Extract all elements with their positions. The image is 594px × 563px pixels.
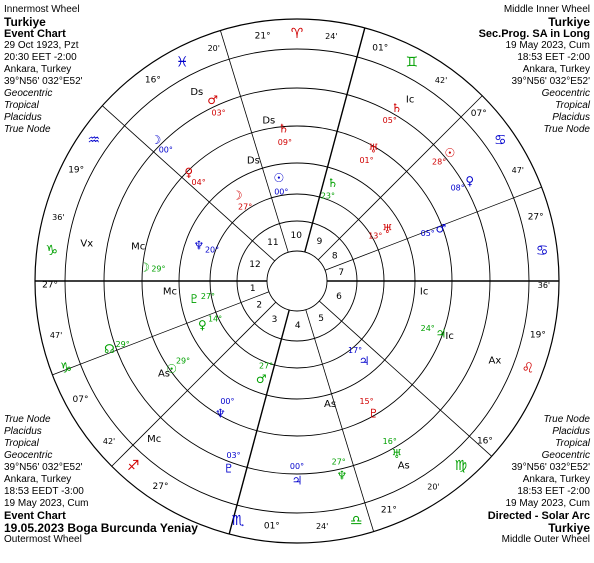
angle-point-label: Ic (405, 94, 415, 106)
angle-point-label: Ax (488, 355, 502, 367)
planet-degree-label: 29° (115, 339, 130, 349)
zodiac-minute-label: 47' (49, 331, 63, 341)
chart-place: Ankara, Turkey (522, 64, 590, 75)
angle-point-label: Mc (131, 241, 146, 253)
house-number: 11 (267, 238, 279, 249)
chart-place: Ankara, Turkey (4, 474, 72, 485)
zodiac-degree-label: 07° (470, 108, 487, 119)
setting-2: Tropical (4, 100, 39, 111)
chart-coords: 39°N56' 032°E52' (511, 76, 590, 87)
zodiac-sign-icon: ♈ (290, 26, 304, 42)
angle-point-label: As (397, 460, 410, 472)
house-number: 3 (271, 314, 278, 325)
planet-degree-label: 00° (158, 145, 173, 155)
zodiac-sign-icon: ♑ (59, 360, 73, 377)
setting-1: Geocentric (541, 88, 590, 99)
zodiac-degree-label: 19° (68, 165, 85, 176)
house-cusp-line (49, 292, 269, 375)
planet-degree-label: 17° (348, 345, 363, 355)
chart-name: Turkiye (548, 15, 590, 29)
zodiac-minute-label: 36' (537, 281, 551, 291)
zodiac-minute-label: 42' (102, 436, 116, 446)
house-number: 8 (331, 251, 338, 262)
house-cusp-line (319, 301, 491, 456)
zodiac-minute-label: 20' (207, 43, 220, 53)
zodiac-sign-icon: ♏ (231, 512, 245, 529)
planet-glyph-icon: ♄ (327, 175, 339, 190)
planet-degree-label: 05° (420, 228, 435, 238)
house-number: 10 (290, 231, 302, 242)
setting-3: Tropical (4, 438, 39, 449)
planet-degree-label: 23° (320, 191, 336, 201)
chart-date: 19 May 2023, Cum (505, 40, 590, 51)
house-number: 2 (256, 300, 263, 311)
planet-glyph-icon: ♃ (291, 473, 303, 488)
planet-glyph-icon: ☽ (231, 188, 243, 203)
planet-degree-label: 24° (420, 324, 435, 334)
planet-degree-label: 05° (382, 115, 397, 125)
planet-glyph-icon: ☽ (139, 260, 150, 275)
zodiac-sign-icon: ♐ (126, 457, 140, 474)
zodiac-degree-label: 21° (380, 505, 397, 516)
chart-type: Sec.Prog. SA in Long (478, 28, 590, 40)
planet-degree-label: 00° (289, 462, 305, 472)
house-cusp-line (318, 96, 482, 260)
zodiac-degree-label: 07° (72, 394, 89, 405)
chart-name: Turkiye (4, 15, 46, 29)
planet-degree-label: 03° (211, 108, 226, 118)
planet-glyph-icon: ☉ (273, 171, 285, 186)
chart-place: Ankara, Turkey (4, 64, 72, 75)
planet-glyph-icon: ☉ (166, 361, 177, 376)
planet-degree-label: 20° (204, 245, 220, 255)
zodiac-minute-label: 24' (315, 522, 329, 532)
house-cusp-line (229, 310, 289, 534)
setting-2: Placidus (552, 426, 590, 437)
chart-name: Turkiye (548, 521, 590, 535)
zodiac-minute-label: 42' (434, 75, 448, 85)
zodiac-sign-icon: ♒ (87, 132, 101, 149)
zodiac-minute-label: 20' (427, 482, 440, 492)
house-number: 5 (318, 313, 325, 324)
wheel-ring (267, 251, 327, 311)
zodiac-degree-label: 27° (527, 212, 544, 223)
zodiac-degree-label: 19° (529, 330, 546, 341)
zodiac-degree-label: 21° (254, 31, 271, 42)
angle-point-label: As (157, 368, 171, 380)
chart-type: Event Chart (4, 510, 66, 522)
wheel-caption: Middle Inner Wheel (503, 4, 590, 15)
zodiac-minute-label: 47' (511, 165, 525, 175)
zodiac-minute-label: 36' (52, 212, 65, 222)
planet-degree-label: 00° (274, 187, 289, 197)
planet-degree-label: 03° (226, 450, 241, 460)
setting-1: True Node (543, 414, 590, 425)
planet-glyph-icon: ♆ (336, 468, 348, 483)
setting-4: Geocentric (541, 450, 590, 461)
zodiac-sign-icon: ♋ (535, 243, 549, 260)
planet-degree-label: 04° (191, 178, 206, 188)
wheel-caption: Middle Outer Wheel (501, 534, 590, 545)
zodiac-degree-label: 27° (42, 280, 59, 291)
planet-glyph-icon: ♂ (255, 372, 267, 387)
zodiac-degree-label: 01° (372, 43, 389, 54)
setting-4: Geocentric (4, 450, 53, 461)
angle-point-label: Mc (147, 434, 162, 446)
planet-glyph-icon: ☽ (150, 132, 162, 147)
zodiac-sign-icon: ♍ (454, 457, 468, 474)
planet-degree-label: 14° (207, 314, 223, 324)
planet-glyph-icon: ♅ (391, 446, 403, 461)
wheel-caption: Innermost Wheel (4, 4, 80, 15)
chart-time: 18:53 EET -2:00 (517, 486, 590, 497)
house-number: 7 (338, 267, 345, 278)
angle-point-label: Ds (190, 87, 204, 99)
angle-point-label: Ic (445, 331, 454, 343)
setting-4: True Node (4, 124, 51, 135)
house-cusp-line (102, 106, 274, 261)
chart-name: 19.05.2023 Boga Burcunda Yeniay (4, 521, 198, 535)
house-cusp-line (112, 302, 276, 466)
zodiac-sign-icon: ♋ (493, 132, 507, 149)
house-number: 4 (294, 320, 301, 331)
planet-glyph-icon: ♄ (391, 101, 403, 116)
house-cusp-line (305, 28, 365, 252)
planet-glyph-icon: ♆ (193, 238, 205, 253)
planet-degree-label: 13° (368, 231, 383, 241)
setting-3: Placidus (4, 112, 42, 123)
zodiac-sign-icon: ♎ (349, 512, 363, 529)
planet-degree-label: 00° (220, 396, 235, 406)
planet-glyph-icon: ♄ (278, 121, 290, 136)
zodiac-minute-label: 24' (325, 31, 338, 41)
planet-glyph-icon: ♀ (197, 318, 207, 333)
setting-3: Placidus (552, 112, 590, 123)
planet-degree-label: 29° (151, 264, 166, 274)
chart-time: 18:53 EET -2:00 (517, 52, 590, 63)
angle-point-label: Ic (419, 286, 429, 298)
angle-point-label: Mc (162, 286, 177, 298)
planet-degree-label: 01° (359, 156, 374, 166)
zodiac-degree-label: 16° (476, 436, 493, 447)
chart-type: Directed - Solar Arc (487, 510, 590, 522)
planet-degree-label: 29° (175, 356, 191, 366)
setting-4: True Node (543, 124, 590, 135)
chart-date: 19 May 2023, Cum (4, 498, 89, 509)
setting-1: True Node (4, 414, 51, 425)
chart-date: 19 May 2023, Cum (505, 498, 590, 509)
planet-degree-label: 15° (359, 396, 374, 406)
chart-coords: 39°N56' 032°E52' (511, 462, 590, 473)
planet-glyph-icon: ♅ (382, 221, 393, 236)
zodiac-sign-icon: ♊ (405, 54, 419, 71)
setting-2: Tropical (555, 100, 590, 111)
angle-point-label: Ds (246, 155, 260, 167)
planet-glyph-icon: ♃ (358, 353, 370, 368)
planet-glyph-icon: ♂ (207, 93, 219, 108)
house-number: 6 (336, 292, 342, 303)
zodiac-degree-label: 27° (152, 481, 169, 492)
chart-type: Event Chart (4, 28, 66, 40)
angle-point-label: Ds (262, 115, 276, 127)
chart-place: Ankara, Turkey (522, 474, 590, 485)
planet-degree-label: 28° (432, 157, 447, 167)
setting-2: Placidus (4, 426, 42, 437)
zodiac-sign-icon: ♓ (175, 54, 189, 71)
planet-glyph-icon: ☊ (104, 342, 115, 357)
planet-degree-label: 27° (238, 202, 253, 212)
planet-degree-label: 27° (331, 457, 346, 467)
wheel-caption: Outermost Wheel (4, 534, 82, 545)
planet-degree-label: 16° (382, 437, 397, 447)
house-number: 1 (249, 284, 256, 295)
planet-glyph-icon: ♂ (435, 221, 447, 236)
house-number: 12 (249, 259, 261, 270)
zodiac-degree-label: 01° (263, 521, 280, 532)
zodiac-sign-icon: ♌ (521, 360, 535, 377)
planet-degree-label: 08° (450, 183, 465, 193)
chart-date: 29 Oct 1923, Pzt (4, 40, 79, 51)
planet-glyph-icon: ♀ (184, 165, 194, 180)
planet-glyph-icon: ☉ (444, 145, 456, 160)
planet-glyph-icon: ♀ (465, 174, 475, 189)
planet-degree-label: 09° (277, 137, 292, 147)
chart-coords: 39°N56' 032°E52' (4, 462, 83, 473)
house-number: 9 (316, 237, 323, 248)
chart-coords: 39°N56' 032°E52' (4, 76, 83, 87)
zodiac-degree-label: 16° (144, 75, 161, 86)
chart-time: 20:30 EET -2:00 (4, 52, 77, 63)
planet-degree-label: 27° (258, 361, 274, 371)
zodiac-sign-icon: ♑ (45, 243, 59, 260)
planet-glyph-icon: ♅ (368, 141, 379, 156)
planet-degree-label: 27° (200, 292, 216, 302)
setting-3: Tropical (555, 438, 590, 449)
chart-time: 18:53 EEDT -3:00 (4, 486, 84, 497)
setting-1: Geocentric (4, 88, 53, 99)
planet-glyph-icon: ♇ (223, 461, 235, 476)
angle-point-label: As (323, 398, 337, 410)
planet-glyph-icon: ♇ (368, 406, 379, 421)
angle-point-label: Vx (80, 238, 94, 250)
planet-glyph-icon: ♃ (435, 326, 447, 341)
planet-glyph-icon: ♇ (188, 292, 200, 307)
planet-glyph-icon: ♆ (215, 406, 226, 421)
